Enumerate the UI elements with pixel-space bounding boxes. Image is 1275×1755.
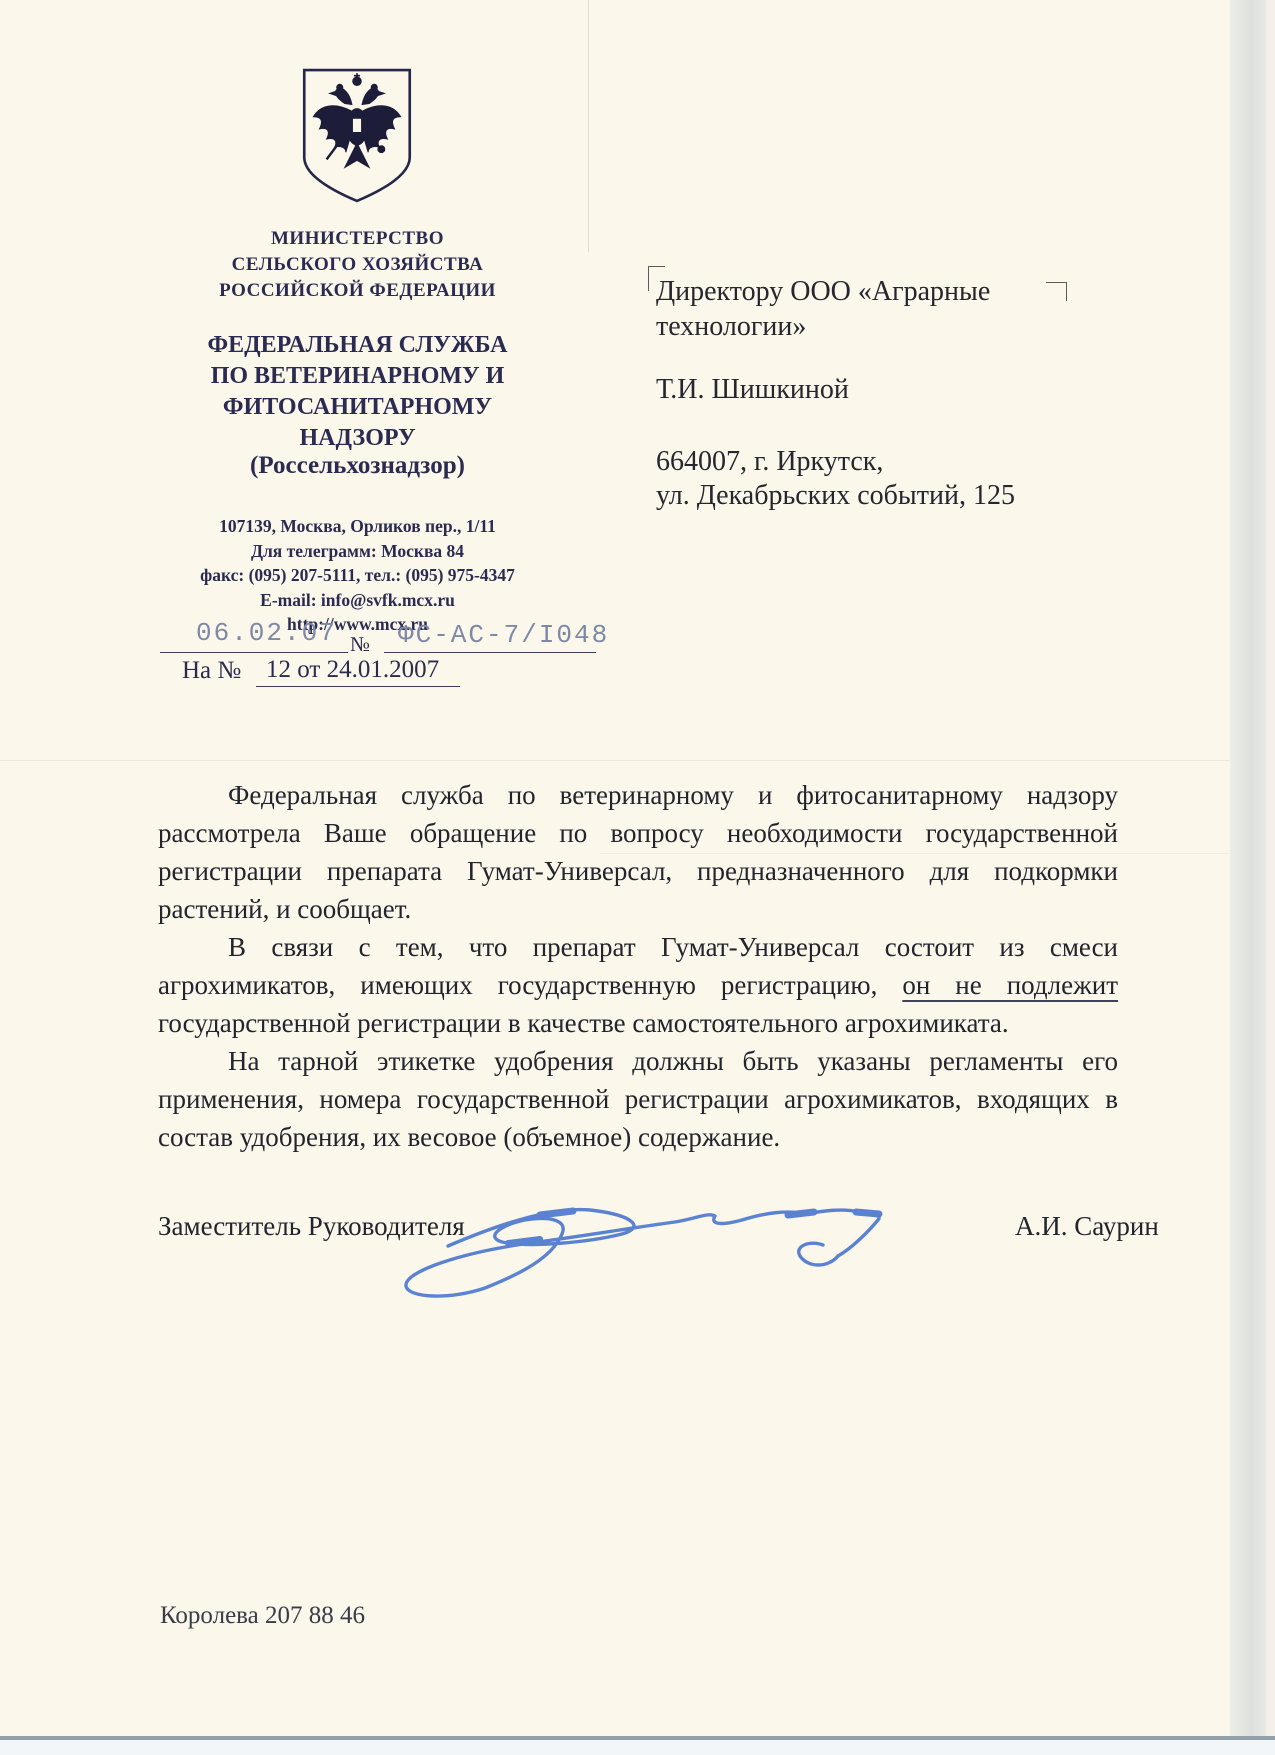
scan-edge-right-outer xyxy=(1266,0,1275,1755)
address-corner-mark-right xyxy=(1046,282,1067,301)
date-field-rule xyxy=(160,652,348,653)
letterhead-address-line: 107139, Москва, Орликов пер., 1/11 xyxy=(219,516,496,536)
russian-coat-of-arms-emblem xyxy=(293,64,421,206)
service-name-block xyxy=(130,330,585,454)
ministry-line: МИНИСТЕРСТВО xyxy=(270,228,445,249)
paragraph2-underlined-text: он не подлежит xyxy=(902,970,1119,1000)
executor-contact: Королева 207 88 46 xyxy=(160,1602,365,1629)
service-line: НАДЗОРУ xyxy=(299,425,416,451)
fold-crease-horizontal xyxy=(0,760,1275,761)
letterhead-phone-line: факс: (095) 207-5111, тел.: (095) 975-4347 xyxy=(200,565,515,585)
ministry-name-block xyxy=(130,226,585,304)
ministry-line: РОССИЙСКОЙ ФЕДЕРАЦИИ xyxy=(219,280,496,301)
reply-field-rule xyxy=(256,686,460,687)
paragraph2-text: государственной регистрации в качестве самостоятельного агрохимиката. xyxy=(158,1008,1009,1038)
letterhead-email-line: E-mail: info@svfk.mcx.ru xyxy=(260,589,455,610)
paragraph2-text: В связи с тем, что препарат Гумат-Универсал состоит из смеси агрохимикатов, имеющих государственную регистрацию, xyxy=(158,932,1118,1000)
number-sign-label: № xyxy=(350,632,371,656)
outgoing-number-stamp: ФС-АС-7/I048 xyxy=(398,620,610,650)
recipient-address-line1: 664007, г. Иркутск, xyxy=(656,446,884,477)
number-field-rule xyxy=(384,652,596,653)
service-short-name: (Россельхознадзор) xyxy=(250,452,465,479)
fold-crease-horizontal-2 xyxy=(600,853,1230,854)
signer-name: А.И. Саурин xyxy=(1015,1211,1159,1241)
body-paragraph-2 xyxy=(158,928,1118,1042)
ministry-line: СЕЛЬСКОГО ХОЗЯЙСТВА xyxy=(231,254,484,275)
recipient-name: Т.И. Шишкиной xyxy=(656,374,849,405)
outgoing-date-stamp: 06.02.07 xyxy=(196,618,337,648)
handwritten-signature xyxy=(390,1190,905,1315)
service-line: ФЕДЕРАЛЬНАЯ СЛУЖБА xyxy=(207,332,508,358)
recipient-title-line1: Директору ООО «Аграрные xyxy=(656,276,991,307)
letterhead-telegram-line: Для телеграмм: Москва 84 xyxy=(250,540,465,561)
scan-edge-bottom xyxy=(0,1740,1275,1755)
signature-ink-icon xyxy=(390,1190,905,1315)
recipient-address-line2: ул. Декабрьских событий, 125 xyxy=(656,480,1015,511)
signer-position-title: Заместитель Руководителя xyxy=(158,1211,465,1241)
scan-edge-right xyxy=(1230,0,1266,1755)
fold-crease-vertical xyxy=(588,0,589,252)
body-paragraph-1: Федеральная служба по ветеринарному и фитосанитарному надзору рассмотрела Ваше обращение по вопросу необходимости государственной регистрации препарата Гумат-Универсал, предназначенного для подкормки растений, и сообщает. xyxy=(158,780,1118,924)
letter-body xyxy=(158,776,1118,1156)
body-paragraph-3: На тарной этикетке удобрения должны быть указаны регламенты его применения, номера государственной регистрации агрохимикатов, входящих в состав удобрения, их весовое (объемное) содержание. xyxy=(158,1046,1118,1152)
reply-to-label: На № xyxy=(182,657,242,684)
letterhead-website-line: http://www.mcx.ru xyxy=(287,614,428,634)
service-line: ПО ВЕТЕРИНАРНОМУ И xyxy=(210,363,505,389)
reply-to-value: 12 от 24.01.2007 xyxy=(266,656,440,683)
service-line: ФИТОСАНИТАРНОМУ xyxy=(222,394,493,420)
coat-of-arms-icon xyxy=(293,64,421,206)
recipient-title-line2: технологии» xyxy=(656,311,807,342)
